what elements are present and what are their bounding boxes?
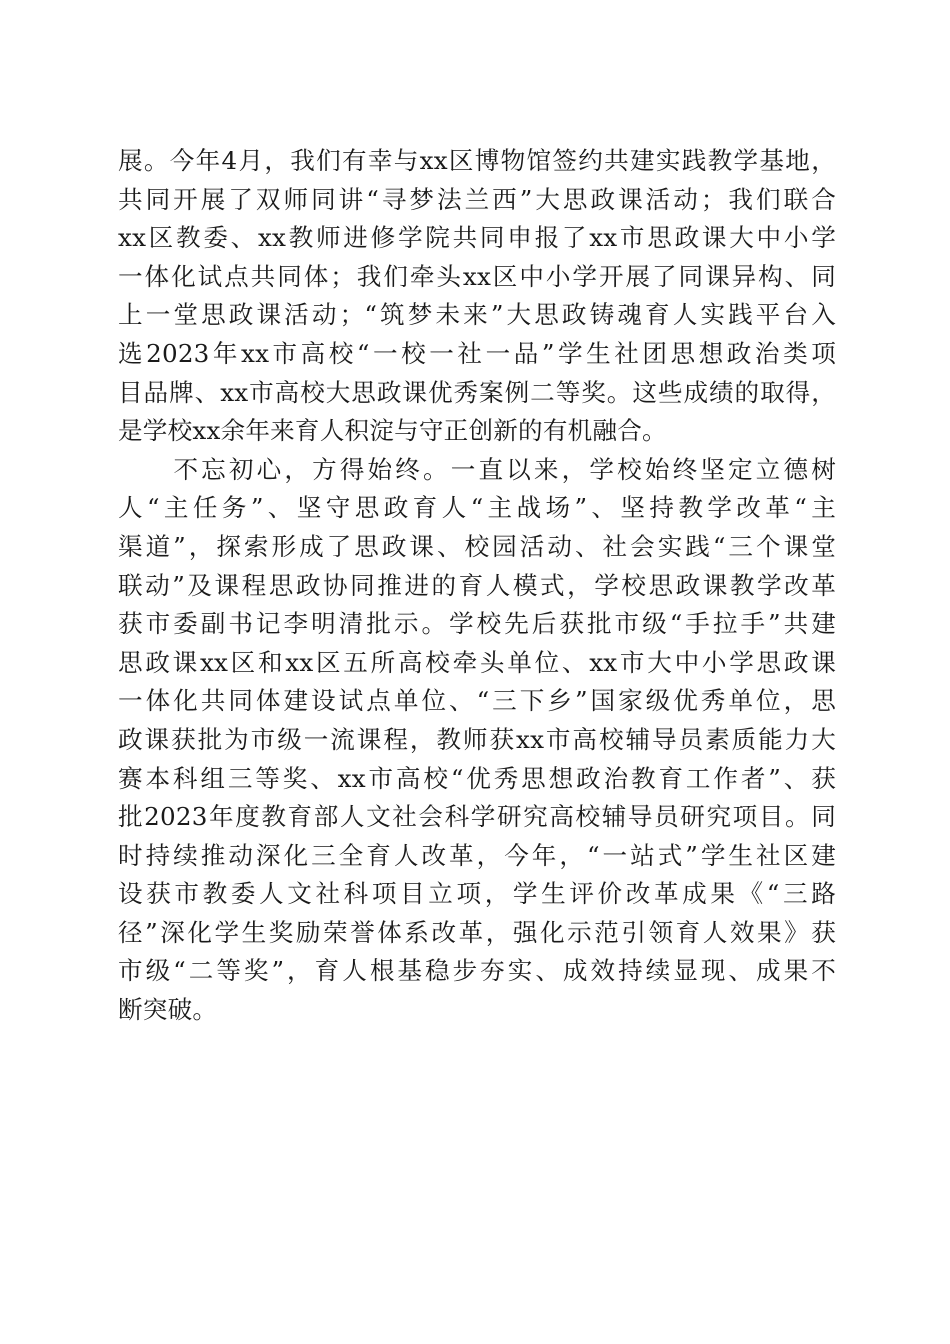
- text-line: 批2023年度教育部人文社会科学研究高校辅导员研究项目。同: [118, 802, 836, 832]
- text-line: 选2023年xx市高校“一校一社一品”学生社团思想政治类项: [118, 338, 836, 368]
- text-line: 赛本科组三等奖、xx市高校“优秀思想政治教育工作者”、获: [118, 763, 836, 793]
- document-body: [118, 142, 836, 1030]
- text-line: 共同开展了双师同讲“寻梦法兰西”大思政课活动；我们联合: [118, 184, 836, 214]
- text-line: 思政课xx区和xx区五所高校牵头单位、xx市大中小学思政课: [118, 647, 836, 677]
- text-line: 一体化共同体建设试点单位、“三下乡”国家级优秀单位，思: [118, 686, 836, 716]
- text-line: 获市委副书记李明清批示。学校先后获批市级“手拉手”共建: [118, 609, 836, 639]
- paragraph-1: [118, 142, 836, 451]
- text-line: 目品牌、xx市高校大思政课优秀案例二等奖。这些成绩的取得，: [118, 377, 836, 407]
- text-line: 人“主任务”、坚守思政育人“主战场”、坚持教学改革“主: [118, 493, 836, 523]
- text-line: 一体化试点共同体；我们牵头xx区中小学开展了同课异构、同: [118, 261, 836, 291]
- text-line: 是学校xx余年来育人积淀与守正创新的有机融合。: [118, 416, 667, 446]
- text-line: 断突破。: [118, 995, 218, 1025]
- text-line: 时持续推动深化三全育人改革，今年，“一站式”学生社区建: [118, 840, 836, 870]
- text-line: 渠道”，探索形成了思政课、校园活动、社会实践“三个课堂: [118, 531, 836, 561]
- text-line: 径”深化学生奖励荣誉体系改革，强化示范引领育人效果》获: [118, 917, 836, 947]
- text-line: 设获市教委人文社科项目立项，学生评价改革成果《“三路: [118, 879, 836, 909]
- text-line: 联动”及课程思政协同推进的育人模式，学校思政课教学改革: [118, 570, 836, 600]
- paragraph-2: [118, 451, 836, 1030]
- text-line: xx区教委、xx教师进修学院共同申报了xx市思政课大中小学: [118, 223, 836, 253]
- text-line: 不忘初心，方得始终。一直以来，学校始终坚定立德树: [118, 454, 836, 484]
- text-line: 展。今年4月，我们有幸与xx区博物馆签约共建实践教学基地，: [118, 146, 836, 175]
- text-line: 政课获批为市级一流课程，教师获xx市高校辅导员素质能力大: [118, 724, 836, 754]
- text-line: 上一堂思政课活动；“筑梦未来”大思政铸魂育人实践平台入: [118, 300, 836, 330]
- text-line: 市级“二等奖”，育人根基稳步夯实、成效持续显现、成果不: [118, 956, 836, 986]
